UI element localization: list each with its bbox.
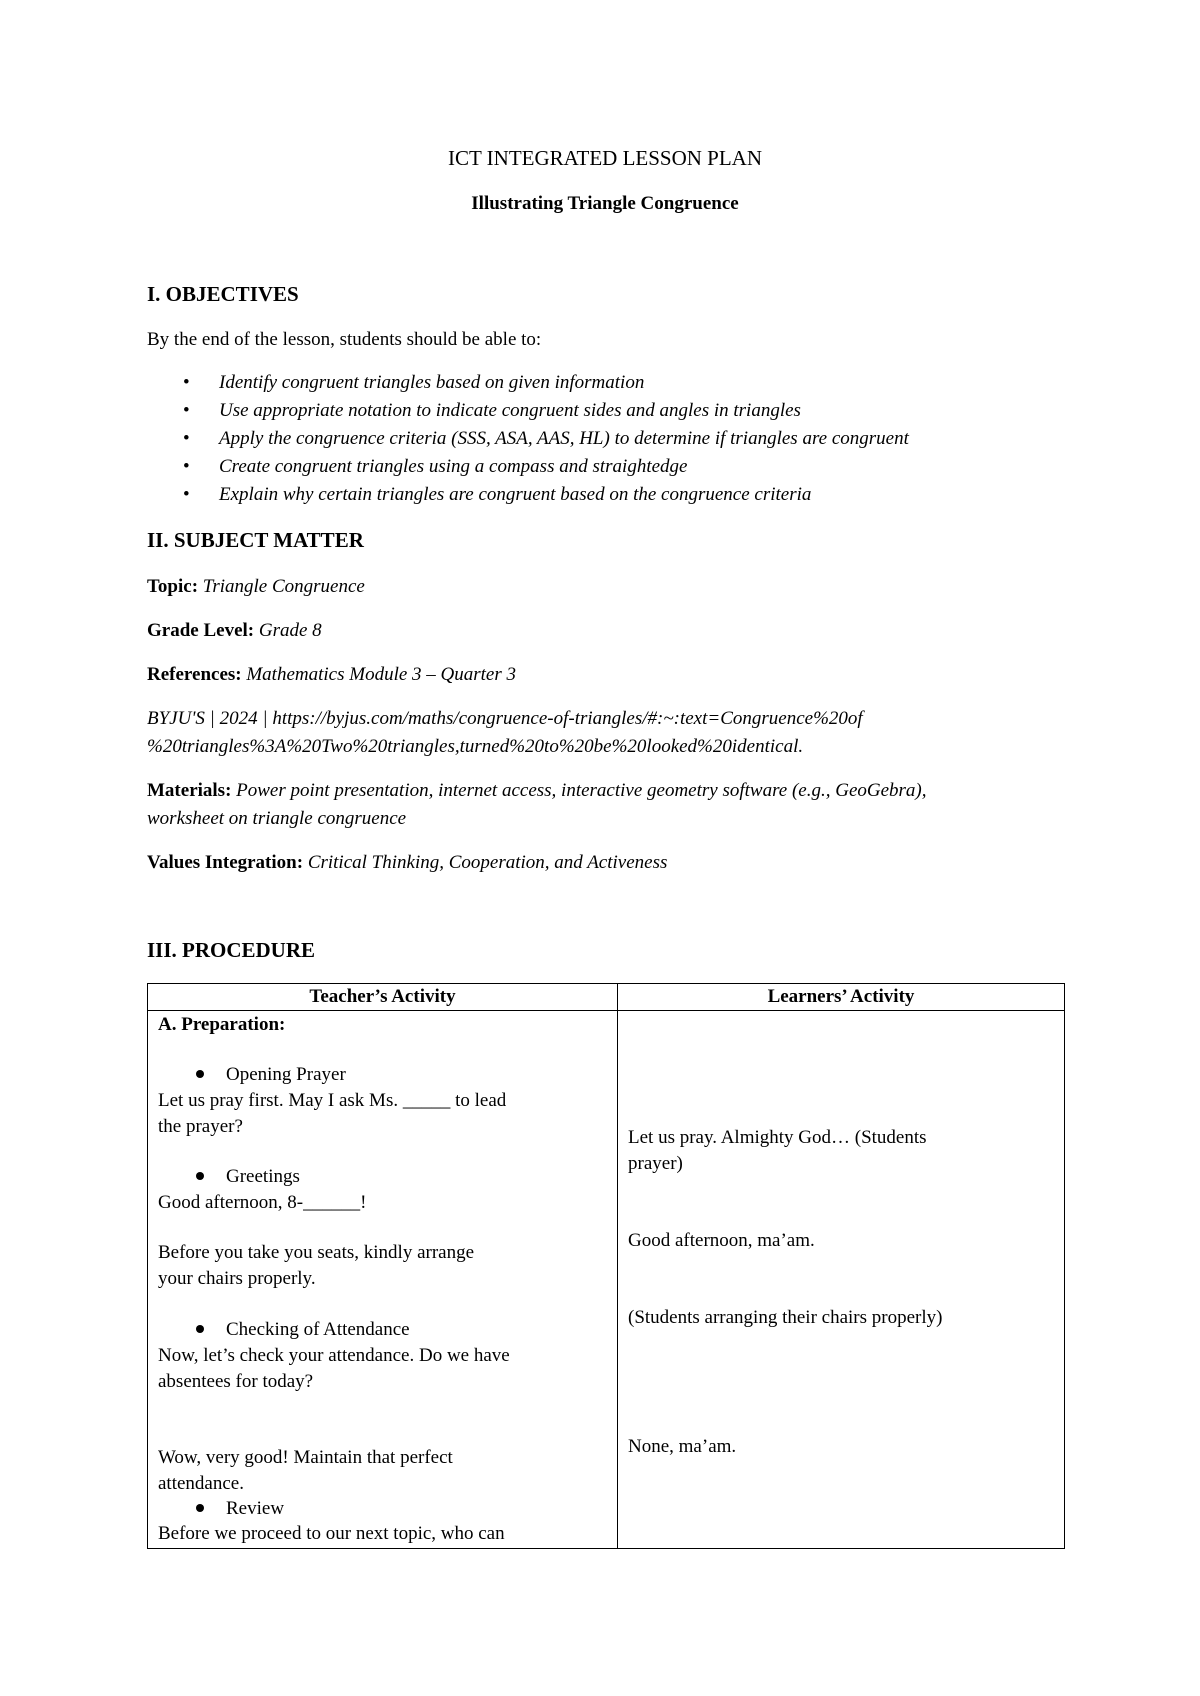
grade-line <box>147 617 1063 645</box>
seats-line-1: Before you take you seats, kindly arrange <box>158 1242 475 1263</box>
wow-line-2: attendance. <box>158 1473 244 1494</box>
attendance-line-1: Now, let’s check your attendance. Do we have <box>158 1345 510 1366</box>
bullet-icon <box>196 1172 204 1180</box>
materials-value: Power point presentation, internet access, interactive geometry software (e.g., GeoGebra), <box>236 780 927 801</box>
learner-none: None, ma’am. <box>628 1436 737 1457</box>
procedure-heading: III. PROCEDURE <box>147 938 316 962</box>
objective-item: • Identify congruent triangles based on given information <box>147 369 909 397</box>
attendance-item: Checking of Attendance <box>196 1317 410 1343</box>
references-label: References: <box>147 664 242 685</box>
bullet-icon: • <box>183 456 190 477</box>
procedure-table <box>147 983 1065 1549</box>
objectives-intro: By the end of the lesson, students should be able to: <box>147 329 542 350</box>
objectives-heading: I. OBJECTIVES <box>147 282 299 306</box>
bullet-icon: • <box>183 400 190 421</box>
teacher-activity-cell <box>148 1011 618 1549</box>
table-row <box>148 1011 1065 1549</box>
topic-line <box>147 573 1063 601</box>
teacher-activity-header: Teacher’s Activity <box>148 984 618 1011</box>
objective-item: • Apply the congruence criteria (SSS, ASA, AAS, HL) to determine if triangles are congruent <box>147 425 909 453</box>
seats-line-2: your chairs properly. <box>158 1268 316 1289</box>
subject-matter-heading: II. SUBJECT MATTER <box>147 528 364 552</box>
materials-line-1 <box>147 777 1063 805</box>
objective-item: • Use appropriate notation to indicate congruent sides and angles in triangles <box>147 397 909 425</box>
table-header-row <box>148 984 1065 1011</box>
materials-label: Materials: <box>147 780 232 801</box>
attendance-line-2: absentees for today? <box>158 1371 314 1392</box>
learner-chairs: (Students arranging their chairs properly) <box>628 1307 943 1328</box>
objective-item: • Create congruent triangles using a compass and straightedge <box>147 453 909 481</box>
grade-value: Grade 8 <box>258 620 322 641</box>
references-line <box>147 661 1063 689</box>
preparation-label: A. Preparation: <box>158 1014 286 1035</box>
bullet-icon: • <box>183 484 190 505</box>
learner-prayer-line-1: Let us pray. Almighty God… (Students <box>628 1127 927 1148</box>
learner-greet-reply: Good afternoon, ma’am. <box>628 1230 815 1251</box>
bullet-icon: • <box>183 372 190 393</box>
values-label: Values Integration: <box>147 852 304 873</box>
topic-label: Topic: <box>147 576 199 597</box>
learner-prayer-line-2: prayer) <box>628 1153 683 1174</box>
review-item: Review <box>196 1496 284 1522</box>
citation-line-1: BYJU'S | 2024 | https://byjus.com/maths/congruence-of-triangles/#:~:text=Congruence%20of <box>147 708 863 729</box>
values-line <box>147 849 1063 877</box>
bullet-icon <box>196 1070 204 1078</box>
bullet-icon <box>196 1504 204 1512</box>
learners-activity-cell <box>618 1011 1065 1549</box>
wow-line-1: Wow, very good! Maintain that perfect <box>158 1447 453 1468</box>
greet-line: Good afternoon, 8-______! <box>158 1192 367 1213</box>
bullet-icon <box>196 1325 204 1333</box>
references-value: Mathematics Module 3 – Quarter 3 <box>246 664 516 685</box>
grade-label: Grade Level: <box>147 620 255 641</box>
citation-line-2: %20triangles%3A%20Two%20triangles,turned%20to%20be%20looked%20identical. <box>147 736 804 757</box>
materials-line-2: worksheet on triangle congruence <box>147 808 407 829</box>
greetings-item: Greetings <box>196 1164 300 1190</box>
objective-item: • Explain why certain triangles are congruent based on the congruence criteria <box>147 481 909 509</box>
document-title: ICT INTEGRATED LESSON PLAN <box>447 146 763 170</box>
objectives-list <box>147 369 909 509</box>
prayer-line-1: Let us pray first. May I ask Ms. _____ to lead <box>158 1090 507 1111</box>
values-value: Critical Thinking, Cooperation, and Activeness <box>307 852 668 873</box>
review-line: Before we proceed to our next topic, who can <box>158 1523 505 1544</box>
document-subtitle: Illustrating Triangle Congruence <box>471 193 739 214</box>
learners-activity-header: Learners’ Activity <box>618 984 1065 1011</box>
topic-value: Triangle Congruence <box>202 576 365 597</box>
bullet-icon: • <box>183 428 190 449</box>
prayer-line-2: the prayer? <box>158 1116 243 1137</box>
opening-prayer-item: Opening Prayer <box>196 1062 346 1088</box>
